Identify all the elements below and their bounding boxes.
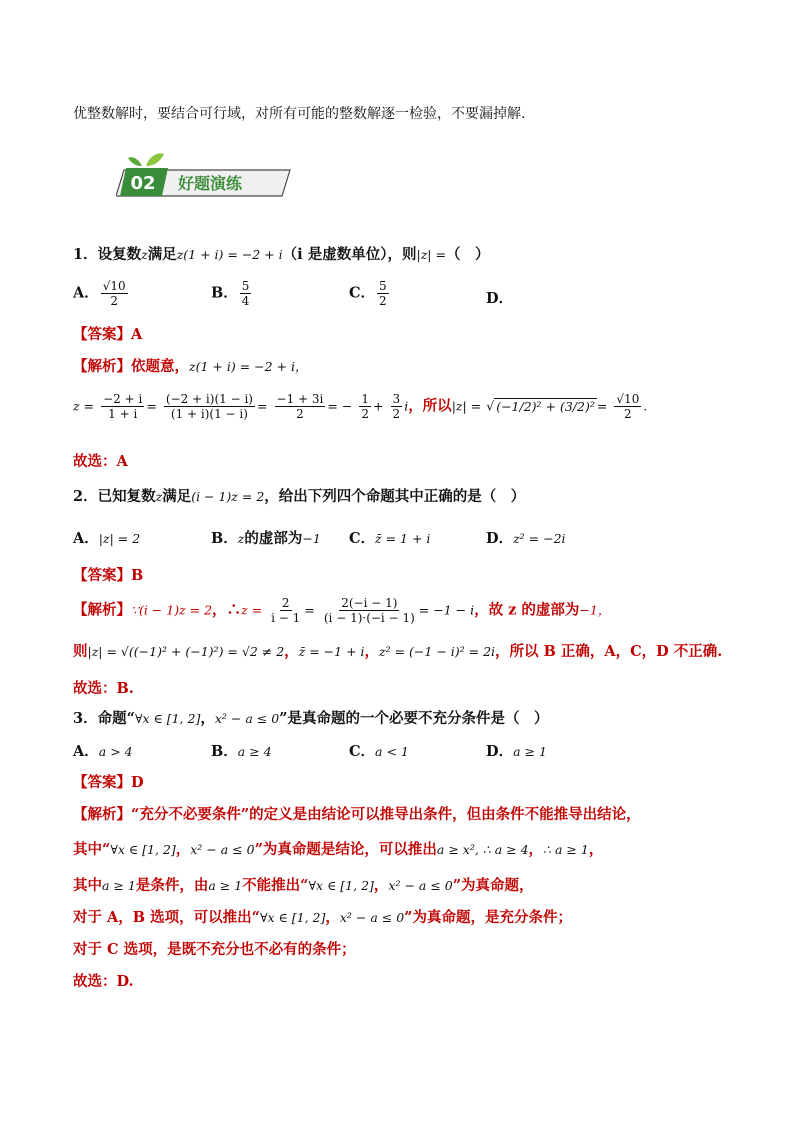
section-banner — [116, 152, 294, 200]
q1-option-b: B． $\frac{5}{4}$ — [211, 279, 250, 308]
q3-option-d: D．a ≥ 1 — [486, 743, 547, 760]
q3-analysis-line2: 其中“∀x ∈ [1, 2]，x² − a ≤ 0”为真命题是结论，可以推出a ≥ x², ∴ a ≥ 4，∴ a ≥ 1， — [73, 841, 604, 858]
q3-analysis-line4: 对于 A，B 选项，可以推出“∀x ∈ [1, 2]，x² − a ≤ 0”为真命题，是充分条件； — [73, 909, 573, 926]
q1-answer: 【答案】A — [73, 326, 143, 343]
q1-calculation: z = $\frac{-2 + i}{1 + i}$ = $\frac{(-2 + i)(1 - i)}{(1 + i)(1 - i)}$ = $\frac{-1 + 3i}{2}$ = − $\frac{1}{2}$ + $\frac{3}{2}$ i，所以|z| = √ (−1/2)² + (3/2)² = $\frac{√10}{2}$ . — [73, 392, 648, 421]
q2-option-a: A．|z| = 2 — [73, 530, 141, 547]
q3-option-b: B．a ≥ 4 — [211, 743, 272, 760]
q2-conclusion: 故选：B. — [73, 680, 134, 697]
q3-answer: 【答案】D — [73, 774, 144, 791]
q2-stem: 2．已知复数z满足(i − 1)z = 2，给出下列四个命题其中正确的是（ ） — [73, 488, 526, 505]
q2-option-b: B．z的虚部为−1 — [211, 530, 321, 547]
q2-analysis-line2: 则|z| = √((−1)² + (−1)²) = √2 ≠ 2，z̄ = −1 + i，z² = (−1 − i)² = 2i，所以 B 正确，A，C，D 不正确. — [73, 643, 723, 660]
section-title: 好题演练 — [178, 174, 243, 193]
q2-option-c: C．z̄ = 1 + i — [349, 530, 431, 547]
q3-analysis-line5: 对于 C 选项，是既不充分也不必有的条件； — [73, 941, 356, 958]
q1-conclusion: 故选：A — [73, 453, 128, 470]
q1-option-c: C． $\frac{5}{2}$ — [349, 279, 387, 308]
q3-option-c: C．a < 1 — [349, 743, 409, 760]
q3-analysis-line3: 其中a ≥ 1是条件，由a ≥ 1不能推出“∀x ∈ [1, 2]，x² − a ≤ 0”为真命题， — [73, 877, 534, 894]
section-number: 02 — [130, 173, 156, 194]
q1-stem: 1．设复数z满足z(1 + i) = −2 + i（i 是虚数单位），则|z| =（ ） — [73, 246, 490, 263]
q2-analysis: 【解析】∵(i − 1)z = 2，∴z = $\frac{2}{i - 1}$ = $\frac{2(-i - 1)}{(i - 1)\cdot(-i - 1)}$ = −1 − i，故 z 的虚部为−1， — [73, 596, 611, 625]
q3-conclusion: 故选：D. — [73, 973, 134, 990]
q3-option-a: A．a > 4 — [73, 743, 133, 760]
intro-text: 优整数解时，要结合可行域，对所有可能的整数解逐一检验，不要漏掉解. — [73, 106, 526, 122]
q1-option-a: A． $\frac{√10}{2}$ — [73, 279, 126, 308]
q3-stem: 3．命题“∀x ∈ [1, 2]，x² − a ≤ 0”是真命题的一个必要不充分条件是（ ） — [73, 710, 549, 727]
q1-analysis: 【解析】依题意，z(1 + i) = −2 + i， — [73, 358, 308, 375]
q3-analysis-line1: 【解析】“充分不必要条件”的定义是由结论可以推导出条件，但由条件不能推导出结论， — [73, 806, 641, 823]
q1-option-d: D． — [486, 290, 514, 307]
q2-answer: 【答案】B — [73, 567, 144, 584]
q2-option-d: D．z² = −2i — [486, 530, 566, 547]
leaf-icon — [128, 153, 164, 166]
